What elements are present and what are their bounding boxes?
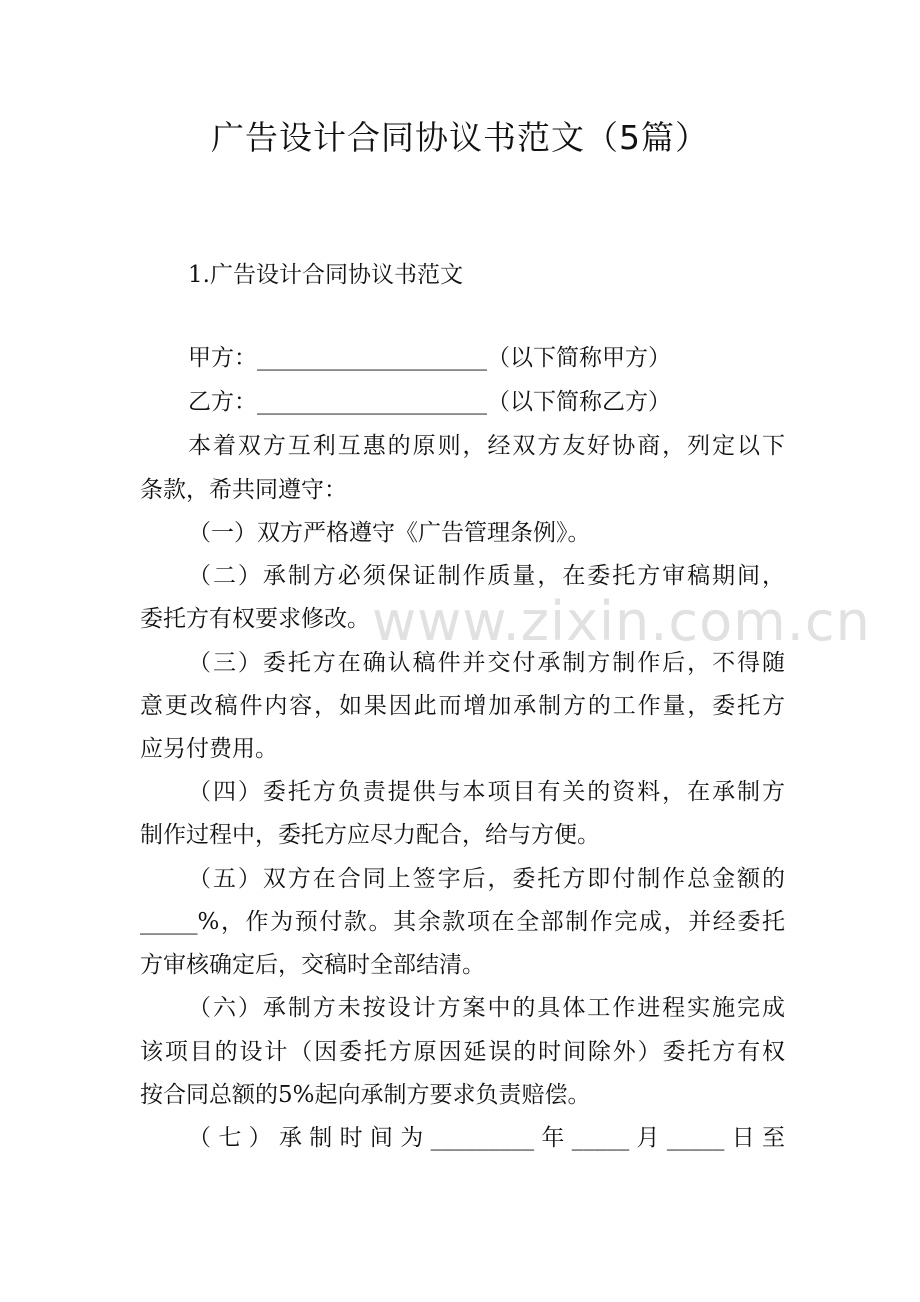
month-label: 月	[629, 1125, 667, 1151]
body-line: 意更改稿件内容，如果因此而增加承制方的工作量，委托方	[140, 693, 785, 719]
body-line: 应另付费用。	[140, 736, 278, 762]
body-line: 条款，希共同遵守：	[140, 477, 347, 503]
clause-4-line: （四）委托方负责提供与本项目有关的资料，在承制方	[188, 779, 785, 805]
party-a-row	[188, 343, 785, 373]
party-b-label: 乙方：	[188, 389, 257, 415]
body-line: 委托方有权要求修改。	[140, 606, 370, 632]
day-blank: _____	[666, 1125, 725, 1151]
party-a-note: （以下简称甲方）	[487, 345, 671, 371]
body-line: 本着双方互利互惠的原则，经双方友好协商，列定以下	[188, 433, 785, 459]
body-line: 按合同总额的5%起向承制方要求负责赔偿。	[140, 1082, 591, 1108]
year-blank: _________	[430, 1125, 535, 1151]
party-b-row	[188, 387, 785, 417]
body-line: 该项目的设计（因委托方原因延误的时间除外）委托方有权	[140, 1039, 785, 1065]
day-to-label: 日至	[724, 1125, 786, 1151]
clause-1-line: （一）双方严格遵守《广告管理条例》。	[188, 520, 591, 546]
party-a-label: 甲方：	[188, 345, 257, 371]
clause-2-line: （二）承制方必须保证制作质量，在委托方审稿期间，	[188, 563, 785, 589]
body-line: _____%，作为预付款。其余款项在全部制作完成，并经委托	[140, 909, 785, 935]
clause-5-line: （五）双方在合同上签字后，委托方即付制作总金额的	[188, 866, 785, 892]
body-line: 制作过程中，委托方应尽力配合，给与方便。	[140, 822, 600, 848]
clause-7-line	[188, 1123, 785, 1153]
document-title: 广告设计合同协议书范文（5篇）	[211, 118, 709, 157]
body-line: 方审核确定后，交稿时全部结清。	[140, 952, 485, 978]
watermark: www.zixin.com.cn	[372, 590, 871, 653]
party-b-blank: ____________________	[257, 389, 487, 415]
party-b-note: （以下简称乙方）	[487, 389, 671, 415]
clause-7-prefix: （七）承制时间为	[188, 1125, 431, 1151]
section-heading: 1.广告设计合同协议书范文	[188, 262, 463, 288]
month-blank: _____	[571, 1125, 630, 1151]
party-a-blank: ____________________	[257, 345, 487, 371]
clause-3-line: （三）委托方在确认稿件并交付承制方制作后，不得随	[188, 650, 785, 676]
clause-6-line: （六）承制方未按设计方案中的具体工作进程实施完成	[188, 995, 785, 1021]
year-label: 年	[534, 1125, 572, 1151]
